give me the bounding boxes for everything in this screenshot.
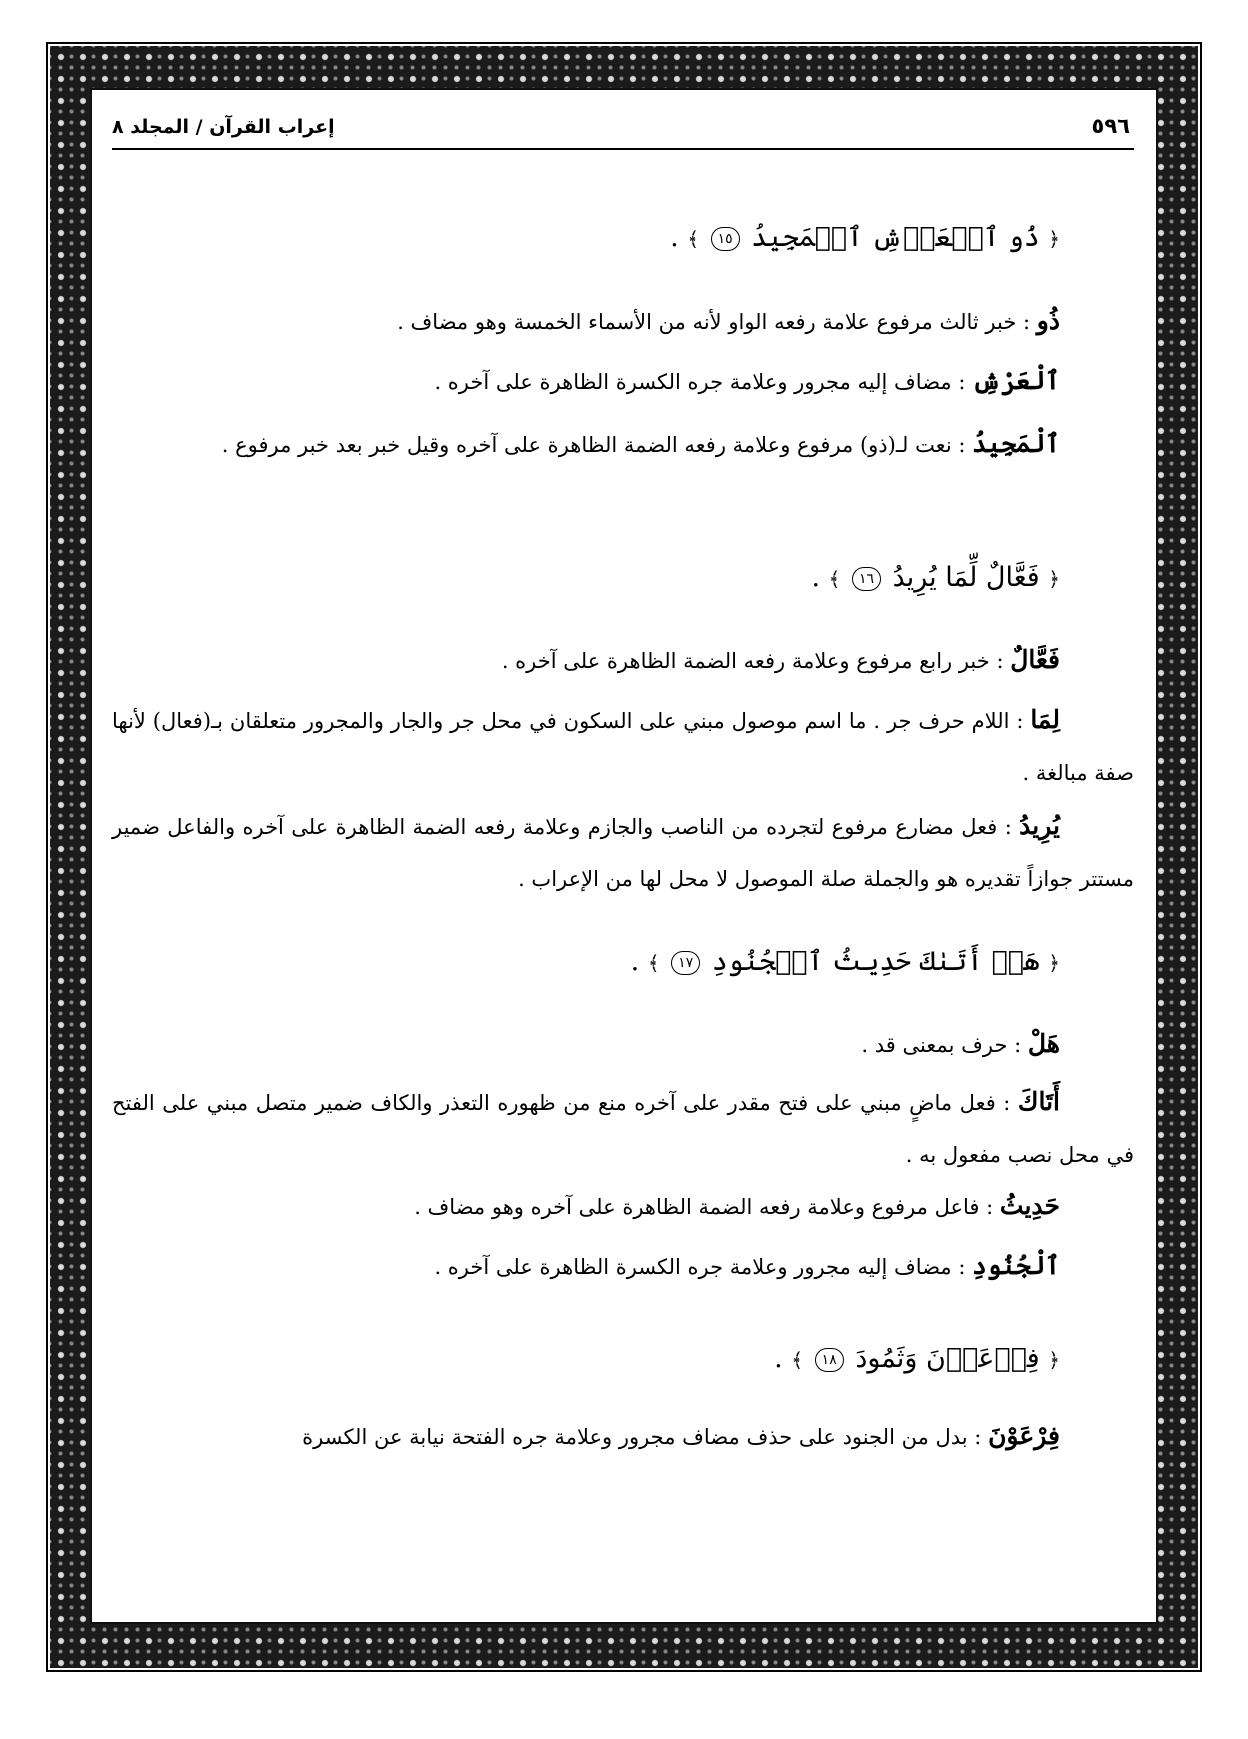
verse-text: فَعَّالٌ لِّمَا يُرِيدُ [892, 562, 1040, 593]
entry-majid: ٱلْمَجِيدُ : نعت لـ(ذو) مرفوع وعلامة رفعه الضمة الظاهرة على آخره وقيل خبر بعد خبر مرفوع . [221, 429, 1060, 458]
entry-term: لِمَا [1030, 705, 1060, 734]
entry-firawn: فِرْعَوْنَ : بدل من الجنود على حذف مضاف مجرور وعلامة جره الفتحة نيابة عن الكسرة [302, 1421, 1060, 1450]
entry-text: حرف بمعنى قد . [861, 1033, 1008, 1057]
entry-term: ٱلْمَجِيدُ [972, 429, 1060, 458]
entry-hal: هَلْ : حرف بمعنى قد . [861, 1029, 1060, 1058]
verse-17 [112, 936, 1134, 989]
entry-term: ذُو [1036, 306, 1060, 335]
entry-yurid: يُرِيدُ : فعل مضارع مرفوع لتجرده من الناصب والجازم وعلامة رفعه الضمة الظاهرة على آخره والفاعل ضمير مستتر جوازاً تقديره هو والجملة صلة الموصول لا محل لها من الإعراب . [112, 811, 1134, 891]
header-rule [112, 148, 1134, 150]
ayah-number: ١٦ [852, 567, 881, 591]
verse-dot: . [811, 562, 821, 593]
ayah-number: ١٥ [711, 227, 740, 251]
entry-faal: فَعَّالٌ : خبر رابع مرفوع وعلامة رفعه الضمة الظاهرة على آخره . [501, 645, 1060, 674]
verse-16 [112, 552, 1134, 605]
entry-term: هَلْ [1027, 1029, 1060, 1058]
running-title: إعراب القرآن / المجلد ٨ [112, 116, 335, 138]
entry-junud: ٱلْجُنُودِ : مضاف إليه مجرور وعلامة جره الكسرة الظاهرة على آخره . [434, 1251, 1060, 1280]
verse-text: فِرۡعَوۡنَ وَثَمُودَ [855, 1343, 1040, 1374]
entry-text: خبر ثالث مرفوع علامة رفعه الواو لأنه من الأسماء الخمسة وهو مضاف . [397, 310, 1017, 334]
entry-term: فِرْعَوْنَ [988, 1421, 1060, 1450]
verse-open-bracket: ﴿ [1048, 227, 1060, 251]
entry-text: اللام حرف جر . ما اسم موصول مبني على السكون في محل جر والجار والمجرور متعلقان بـ(فعال) لأنها صفة مبالغة . [112, 709, 1134, 785]
entry-term: ٱلْعَرْشِ [972, 366, 1060, 395]
entry-term: حَدِيثُ [999, 1191, 1060, 1220]
ayah-number: ١٧ [671, 951, 700, 975]
entry-term: ٱلْجُنُودِ [972, 1251, 1060, 1280]
entry-text: فعل ماضٍ مبني على فتح مقدر على آخره منع من ظهوره التعذر والكاف ضمير متصل مبني على الفتح في محل نصب مفعول به . [112, 1091, 1134, 1167]
entry-text: مضاف إليه مجرور وعلامة جره الكسرة الظاهرة على آخره . [434, 370, 952, 394]
entry-term: يُرِيدُ [1019, 811, 1060, 840]
entry-hadith: حَدِيثُ : فاعل مرفوع وعلامة رفعه الضمة الظاهرة على آخره وهو مضاف . [414, 1191, 1060, 1220]
entry-arsh: ٱلْعَرْشِ : مضاف إليه مجرور وعلامة جره الكسرة الظاهرة على آخره . [434, 366, 1060, 395]
verse-15 [112, 212, 1134, 265]
verse-18 [112, 1333, 1134, 1386]
verse-close-bracket: ﴾ [687, 227, 700, 251]
entry-ataka: أَتَاكَ : فعل ماضٍ مبني على فتح مقدر على آخره منع من ظهوره التعذر والكاف ضمير متصل مبني على الفتح في محل نصب مفعول به . [112, 1087, 1134, 1167]
verse-close-bracket: ﴾ [791, 1348, 804, 1372]
verse-text: ذُو ٱلۡعَرۡشِ ٱلۡمَجِيدُ [751, 222, 1040, 253]
page-number: ٥٩٦ [1091, 114, 1130, 138]
verse-open-bracket: ﴿ [1048, 951, 1060, 975]
verse-dot: . [774, 1343, 783, 1374]
entry-text: بدل من الجنود على حذف مضاف مجرور وعلامة جره الفتحة نيابة عن الكسرة [302, 1425, 968, 1449]
entry-text: نعت لـ(ذو) مرفوع وعلامة رفعه الضمة الظاهرة على آخره وقيل خبر بعد خبر مرفوع . [221, 433, 952, 457]
entry-term: أَتَاكَ [1017, 1087, 1060, 1116]
verse-close-bracket: ﴾ [647, 951, 660, 975]
ayah-number: ١٨ [815, 1348, 844, 1372]
verse-dot: . [630, 946, 640, 977]
entry-text: فعل مضارع مرفوع لتجرده من الناصب والجازم وعلامة رفعه الضمة الظاهرة على آخره والفاعل ضمير مستتر جوازاً تقديره هو والجملة صلة الموصول لا محل لها من الإعراب . [112, 815, 1134, 891]
entry-dhu: ذُو : خبر ثالث مرفوع علامة رفعه الواو لأنه من الأسماء الخمسة وهو مضاف . [397, 306, 1060, 335]
entry-text: مضاف إليه مجرور وعلامة جره الكسرة الظاهرة على آخره . [434, 1255, 952, 1279]
entry-text: خبر رابع مرفوع وعلامة رفعه الضمة الظاهرة على آخره . [501, 649, 990, 673]
verse-close-bracket: ﴾ [828, 567, 841, 591]
verse-dot: . [670, 222, 679, 253]
verse-open-bracket: ﴿ [1048, 1348, 1060, 1372]
entry-lima: لِمَا : اللام حرف جر . ما اسم موصول مبني على السكون في محل جر والجار والمجرور متعلقان بـ(فعال) لأنها صفة مبالغة . [112, 705, 1134, 785]
entry-term: فَعَّالٌ [1010, 645, 1060, 674]
entry-text: فاعل مرفوع وعلامة رفعه الضمة الظاهرة على آخره وهو مضاف . [414, 1195, 980, 1219]
verse-open-bracket: ﴿ [1048, 567, 1060, 591]
verse-text: هَلۡ أَتَىٰكَ حَدِيثُ ٱلۡجُنُودِ [711, 946, 1040, 977]
